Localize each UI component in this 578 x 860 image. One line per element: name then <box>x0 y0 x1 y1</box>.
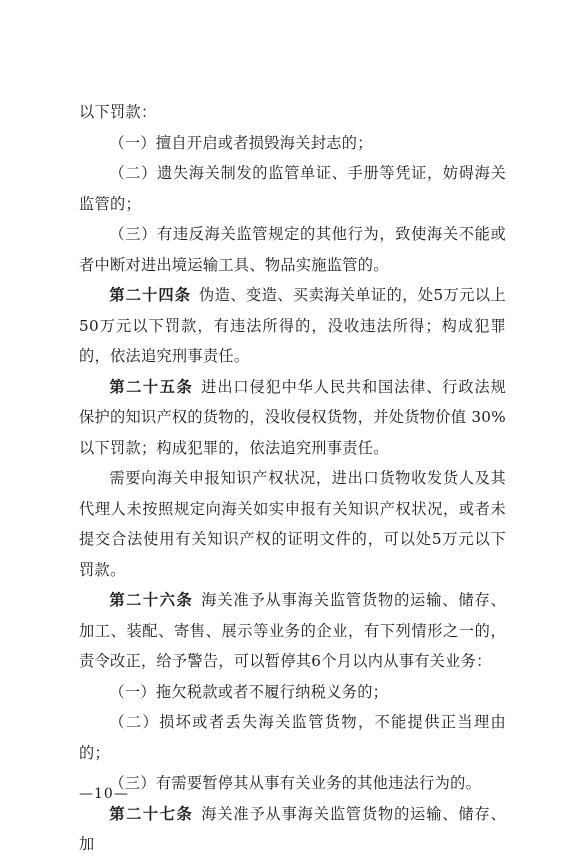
paragraph-text: 伪造、变造、买卖海关单证的，处5万元以上50万元以下罚款，有违法所得的，没收违法所得；构成犯罪的，依法追究刑事责任。 <box>79 286 506 365</box>
paragraph <box>79 768 506 799</box>
paragraph-text: 海关准予从事海关监管货物的运输、储存、加工、装配、寄售、展示等业务的企业，有下列情形之一的，责令改正，给予警告，可以暂停其6个月以内从事有关业务： <box>79 591 507 670</box>
article-paragraph <box>79 372 506 464</box>
document-body <box>79 97 506 860</box>
page-number: —10— <box>79 786 129 802</box>
article-heading: 第二十七条 <box>109 804 194 823</box>
paragraph <box>79 128 506 159</box>
paragraph-text: 需要向海关申报知识产权状况，进出口货物收发货人及其代理人未按照规定向海关如实申报有关知识产权状况，或者未提交合法使用有关知识产权的证明文件的，可以处5万元以下罚款。 <box>79 469 506 579</box>
paragraph <box>79 219 506 280</box>
article-paragraph <box>79 799 506 860</box>
article-heading: 第二十四条 <box>109 286 192 304</box>
paragraph <box>79 677 506 708</box>
paragraph <box>79 97 506 128</box>
paragraph-text: （二）遗失海关制发的监管单证、手册等凭证，妨碍海关监管的； <box>79 164 506 213</box>
paragraph-text: （二）损坏或者丢失海关监管货物，不能提供正当理由的； <box>79 713 506 762</box>
article-paragraph <box>79 585 506 677</box>
paragraph-text: （一）擅自开启或者损毁海关封志的； <box>109 133 373 152</box>
paragraph <box>79 463 506 585</box>
article-heading: 第二十五条 <box>109 377 194 396</box>
article-heading: 第二十六条 <box>109 591 194 609</box>
paragraph-text: （三）有违反海关监管规定的其他行为，致使海关不能或者中断对进出境运输工具、物品实施监管的。 <box>79 225 506 274</box>
paragraph-text: 进出口侵犯中华人民共和国法律、行政法规保护的知识产权的货物的，没收侵权货物，并处货物价值 30%以下罚款；构成犯罪的，依法追究刑事责任。 <box>79 377 507 457</box>
paragraph-text: （三）有需要暂停其从事有关业务的其他违法行为的。 <box>109 774 482 792</box>
paragraph-text: （一）拖欠税款或者不履行纳税义务的； <box>109 682 389 701</box>
paragraph-text: 海关准予从事海关监管货物的运输、储存、加 <box>79 804 507 853</box>
article-paragraph <box>79 280 506 372</box>
paragraph <box>79 158 506 219</box>
paragraph-text: 以下罚款： <box>79 103 157 121</box>
paragraph <box>79 707 506 768</box>
